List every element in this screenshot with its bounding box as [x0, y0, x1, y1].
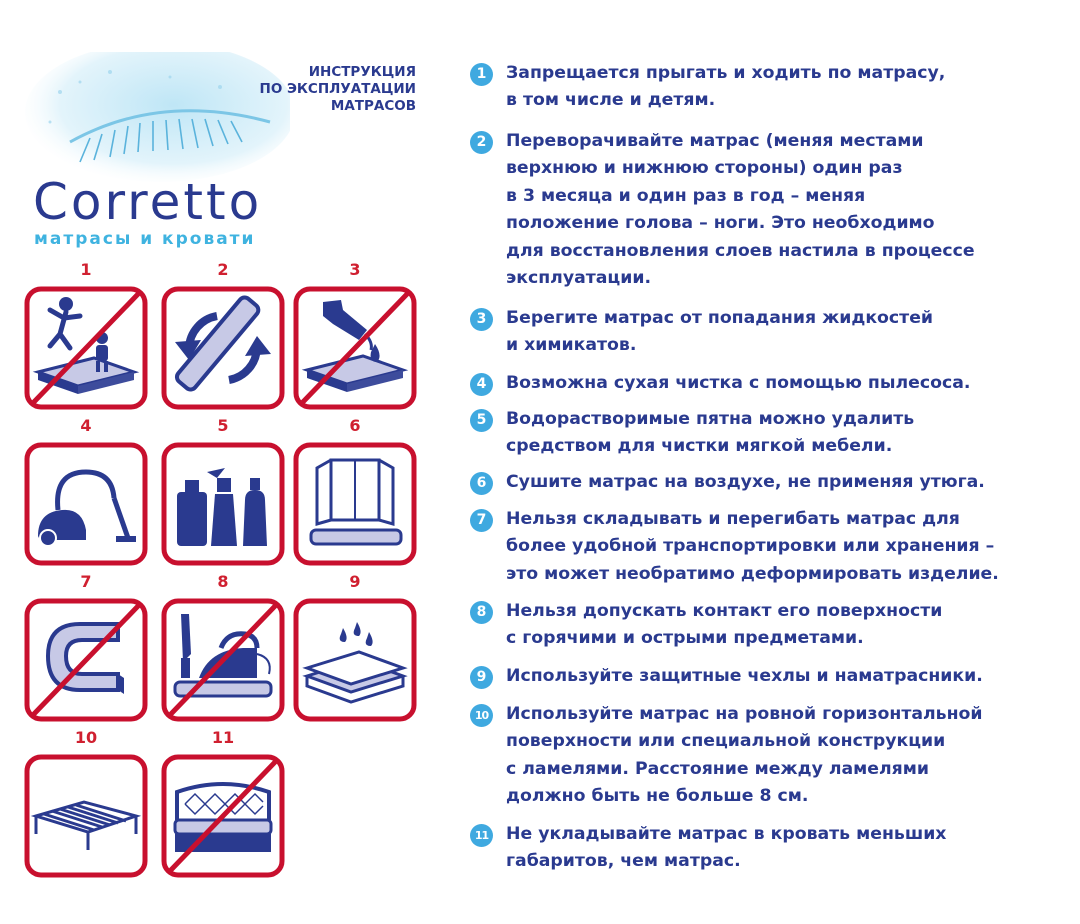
title-line-3: МАТРАСОВ — [330, 98, 416, 114]
rule-text — [506, 60, 1066, 115]
header — [0, 0, 440, 260]
small-bed-icon — [161, 754, 285, 878]
rule-line: в 3 месяца и один раз в год – меняя — [506, 185, 866, 206]
rule-line: с горячими и острыми предметами. — [506, 628, 864, 649]
rule-number-badge: 2 — [470, 131, 493, 154]
rule-line: Берегите матрас от попадания жидкостей — [506, 308, 934, 328]
rule-number-badge: 9 — [470, 666, 493, 689]
rule-line: положение голова – ноги. Это необходимо — [506, 213, 935, 234]
rule-text — [506, 305, 1066, 360]
rule-text — [506, 406, 1066, 461]
title-line-2: ПО ЭКСПЛУАТАЦИИ — [259, 81, 416, 97]
icon-tile-10 — [24, 728, 148, 878]
rule-line: Сушите матрас на воздухе, не применяя утюга. — [506, 472, 985, 492]
icon-tile-7 — [24, 572, 148, 722]
rule-text — [506, 701, 1066, 811]
icon-tile-8 — [161, 572, 285, 722]
title-line-1: ИНСТРУКЦИЯ — [308, 64, 416, 80]
document-title — [176, 64, 416, 115]
rule-line: поверхности или специальной конструкции — [506, 731, 946, 752]
rule-number-badge: 8 — [470, 601, 493, 624]
rule-text — [506, 598, 1066, 653]
protective-cover-icon — [293, 598, 417, 722]
vacuum-cleaner-icon — [24, 442, 148, 566]
icon-number: 9 — [349, 572, 361, 591]
rule-line: Используйте защитные чехлы и наматрасники. — [506, 666, 983, 686]
rule-line: в том числе и детям. — [506, 90, 716, 111]
icon-number: 5 — [217, 416, 229, 435]
rule-line: Не укладывайте матрас в кровать меньших — [506, 824, 947, 844]
rule-line: габаритов, чем матрас. — [506, 851, 741, 872]
rule-text — [506, 821, 1066, 876]
rule-number-badge: 5 — [470, 409, 493, 432]
rule-line: эксплуатации. — [506, 268, 652, 289]
rule-line: Водорастворимые пятна можно удалить — [506, 409, 915, 429]
rule-line: и химикатов. — [506, 335, 637, 356]
rule-line: должно быть не больше 8 см. — [506, 786, 809, 807]
icon-number: 10 — [74, 728, 98, 747]
knife-iron-icon — [161, 598, 285, 722]
rule-line: это может необратимо деформировать изделие. — [506, 563, 999, 584]
rule-line: для восстановления слоев настила в процессе — [506, 240, 975, 261]
rule-line: верхнюю и нижнюю стороны) один раз — [506, 158, 903, 179]
icon-tile-1 — [24, 260, 148, 410]
icon-number: 4 — [80, 416, 92, 435]
rule-line: средством для чистки мягкой мебели. — [506, 436, 893, 457]
rule-number-badge: 3 — [470, 308, 493, 331]
rule-line: Нельзя складывать и перегибать матрас для — [506, 509, 960, 529]
rule-number-badge: 4 — [470, 373, 493, 396]
rule-number-badge: 7 — [470, 509, 493, 532]
icon-number: 8 — [217, 572, 229, 591]
rule-line: Используйте матрас на ровной горизонтальной — [506, 704, 983, 724]
flip-mattress-icon — [161, 286, 285, 410]
icon-number: 7 — [80, 572, 92, 591]
brand-logo-name: Corretto — [33, 173, 263, 231]
icon-tile-4 — [24, 416, 148, 566]
liquid-spill-icon — [293, 286, 417, 410]
icon-tile-2 — [161, 260, 285, 410]
slatted-bed-frame-icon — [24, 754, 148, 878]
icon-number: 2 — [217, 260, 229, 279]
icon-number: 1 — [80, 260, 92, 279]
cleaning-products-icon — [161, 442, 285, 566]
brand-tagline: матрасы и кровати — [34, 229, 256, 249]
jumping-on-mattress-icon — [24, 286, 148, 410]
rule-text — [506, 370, 1066, 397]
rule-line: Запрещается прыгать и ходить по матрасу, — [506, 63, 946, 83]
icon-tile-6 — [293, 416, 417, 566]
rule-text — [506, 663, 1066, 690]
folded-mattress-icon — [24, 598, 148, 722]
rule-number-badge: 6 — [470, 472, 493, 495]
rule-number-badge: 10 — [470, 704, 493, 727]
rule-number-badge: 1 — [470, 63, 493, 86]
icon-tile-11 — [161, 728, 285, 878]
rule-line: Переворачивайте матрас (меняя местами — [506, 131, 924, 151]
icon-tile-9 — [293, 572, 417, 722]
icon-number: 11 — [211, 728, 235, 747]
rule-line: с ламелями. Расстояние между ламелями — [506, 758, 930, 779]
air-dry-window-icon — [293, 442, 417, 566]
rule-line: более удобной транспортировки или хранения – — [506, 536, 995, 557]
rule-line: Нельзя допускать контакт его поверхности — [506, 601, 943, 621]
icon-number: 6 — [349, 416, 361, 435]
rule-text — [506, 469, 1066, 496]
rule-text — [506, 128, 1066, 292]
rule-line: Возможна сухая чистка с помощью пылесоса. — [506, 373, 971, 393]
icon-tile-3 — [293, 260, 417, 410]
icon-tile-5 — [161, 416, 285, 566]
icon-number: 3 — [349, 260, 361, 279]
rule-number-badge: 11 — [470, 824, 493, 847]
rule-text — [506, 506, 1066, 588]
